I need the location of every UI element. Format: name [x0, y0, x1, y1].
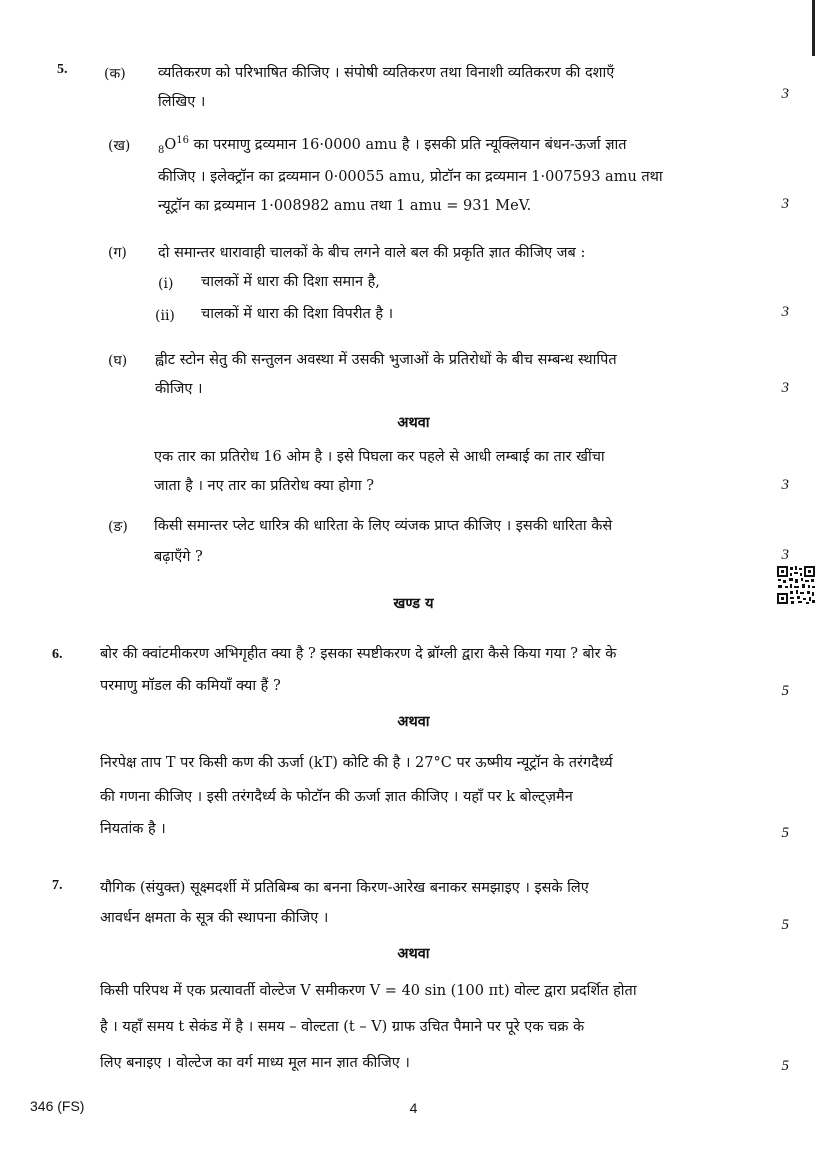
q5a-line1: व्यतिकरण को परिभाषित कीजिए । संपोषी व्यतिकरण तथा विनाशी व्यतिकरण की दशाएँ [158, 65, 615, 81]
q5b-line1-text: का परमाणु द्रव्यमान 16·0000 amu है । इसकी प्रति न्यूक्लियान बंधन-ऊर्जा ज्ञात [189, 137, 627, 153]
q5b-label: (ख) [108, 138, 131, 154]
q5d-label: (घ) [108, 353, 128, 369]
paper-code: 346 (FS) [30, 1098, 85, 1114]
q5c-label: (ग) [108, 245, 127, 261]
q6-marks: 5 [781, 683, 789, 699]
q6-line1: बोर की क्वांटमीकरण अभिगृहीत क्या है ? इसका स्पष्टीकरण दे ब्रॉग्ली द्वारा कैसे किया गया ? बोर के [100, 646, 617, 662]
q5c-ii-text: चालकों में धारा की दिशा विपरीत है । [201, 306, 394, 322]
q5b-line2: कीजिए । इलेक्ट्रॉन का द्रव्यमान 0·00055 amu, प्रोटॉन का द्रव्यमान 1·007593 amu तथा [158, 169, 663, 185]
q5a-marks: 3 [781, 86, 789, 102]
q5d-line2: कीजिए । [155, 381, 203, 397]
isotope-element: O [164, 137, 177, 153]
q5a-label: (क) [104, 66, 126, 82]
q7-alt-line1: किसी परिपथ में एक प्रत्यावर्ती वोल्टेज V समीकरण V = 40 sin (100 πt) वोल्ट द्वारा प्रदर्शित होता [100, 983, 637, 999]
q6-alt-line3: नियतांक है । [100, 821, 166, 837]
q5d-line1: ह्वीट स्टोन सेतु की सन्तुलन अवस्था में उसकी भुजाओं के प्रतिरोधों के बीच सम्बन्ध स्थापित [155, 352, 617, 368]
q7-marks: 5 [781, 917, 789, 933]
q5c-i-text: चालकों में धारा की दिशा समान है, [201, 274, 380, 290]
q6-alt-line2: की गणना कीजिए । इसी तरंगदैर्ध्य के फोटॉन की ऊर्जा ज्ञात कीजिए । यहाँ पर k बोल्ट्ज़मैन [100, 789, 573, 805]
q7-alt-line3: लिए बनाइए । वोल्टेज का वर्ग माध्य मूल मान ज्ञात कीजिए । [100, 1055, 410, 1071]
question-7-number: 7. [52, 878, 63, 893]
q7-alt-line2: है । यहाँ समय t सेकंड में है । समय – वोल्टता (t – V) ग्राफ उचित पैमाने पर पूरे एक चक्र के [100, 1019, 585, 1035]
q5c-ii-label: (ii) [155, 308, 175, 324]
q7-line2: आवर्धन क्षमता के सूत्र की स्थापना कीजिए । [100, 910, 329, 926]
q5d-alt-marks: 3 [781, 477, 789, 493]
q5c-i-label: (i) [158, 276, 174, 292]
q5a-line2: लिखिए । [158, 94, 206, 110]
q5d-marks: 3 [781, 380, 789, 396]
q5c-line1: दो समान्तर धारावाही चालकों के बीच लगने वाले बल की प्रकृति ज्ञात कीजिए जब : [158, 245, 586, 261]
section-heading: खण्ड य [393, 595, 434, 612]
q5b-marks: 3 [781, 196, 789, 212]
q5b-line3: न्यूट्रॉन का द्रव्यमान 1·008982 amu तथा 1 amu = 931 MeV. [158, 198, 532, 214]
q5b-line1 [158, 134, 627, 156]
q5e-line1: किसी समान्तर प्लेट धारित्र की धारिता के लिए व्यंजक प्राप्त कीजिए । इसकी धारिता कैसे [154, 518, 613, 534]
question-5-number: 5. [57, 62, 68, 77]
q5d-alt-line2: जाता है । नए तार का प्रतिरोध क्या होगा ? [154, 478, 375, 494]
q5c-marks: 3 [781, 304, 789, 320]
q5e-label: (ङ) [108, 519, 128, 535]
scan-edge-mark [812, 0, 815, 56]
q5e-marks: 3 [781, 547, 789, 563]
q7-or-heading: अथवा [397, 945, 430, 962]
q6-line2: परमाणु मॉडल की कमियाँ क्या हैं ? [100, 678, 281, 694]
q6-alt-marks: 5 [781, 825, 789, 841]
q6-or-heading: अथवा [397, 713, 430, 730]
q5e-line2: बढ़ाएँगे ? [154, 549, 203, 565]
q7-line1: यौगिक (संयुक्त) सूक्ष्मदर्शी में प्रतिबिम्ब का बनना किरण-आरेख बनाकर समझाइए । इसके लिए [100, 880, 589, 896]
q5d-or-heading: अथवा [397, 414, 430, 431]
page-number: 4 [409, 1100, 418, 1116]
question-6-number: 6. [52, 647, 63, 662]
isotope-mass-number: 16 [176, 135, 189, 147]
q6-alt-line1: निरपेक्ष ताप T पर किसी कण की ऊर्जा (kT) कोटि की है । 27°C पर ऊष्मीय न्यूट्रॉन के तरंगदैर्ध्य [100, 755, 613, 771]
isotope-atomic-number: 8 [158, 144, 165, 156]
q7-alt-marks: 5 [781, 1058, 789, 1074]
q5d-alt-line1: एक तार का प्रतिरोध 16 ओम है । इसे पिघला कर पहले से आधी लम्बाई का तार खींचा [154, 449, 605, 465]
